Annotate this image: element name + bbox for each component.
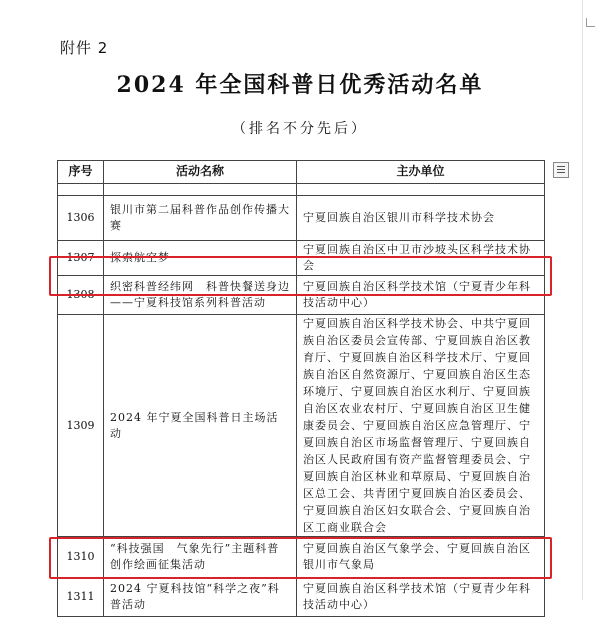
table-header-row <box>58 161 545 184</box>
table-row <box>58 537 545 578</box>
page-subtitle: （排名不分先后） <box>232 121 368 137</box>
row-activity: 2024 宁夏科技馆“科学之夜”科普活动 <box>104 578 297 617</box>
row-organizer: 宁夏回族自治区科学技术馆（宁夏青少年科技活动中心） <box>297 578 545 617</box>
row-activity: 探索航空梦 <box>104 241 297 276</box>
row-activity: 银川市第二届科普作品创作传播大赛 <box>104 196 297 241</box>
row-activity: 2024 年宁夏全国科普日主场活动 <box>104 315 297 537</box>
table-row <box>58 196 545 241</box>
table-row <box>58 241 545 276</box>
row-number: 1311 <box>58 578 104 617</box>
table-row <box>58 315 545 537</box>
table-gap-row <box>58 184 545 196</box>
activity-table <box>57 160 545 617</box>
row-number: 1307 <box>58 241 104 276</box>
page-corner-mark <box>586 18 595 27</box>
header-activity: 活动名称 <box>104 161 297 184</box>
row-organizer: 宁夏回族自治区中卫市沙坡头区科学技术协会 <box>297 241 545 276</box>
row-organizer: 宁夏回族自治区科学技术协会、中共宁夏回族自治区委员会宣传部、宁夏回族自治区教育厅、宁夏回族自治区科学技术厅、宁夏回族自治区自然资源厅、宁夏回族自治区生态环境厅、宁夏回族自治区水利厅、宁夏回族自治区农业农村厅、宁夏回族自治区卫生健康委员会、宁夏回族自治区应急管理厅、宁夏回族自治区市场监督管理厅、宁夏回族自治区人民政府国有资产监督管理委员会、宁夏回族自治区林业和草原局、宁夏回族自治区总工会、共青团宁夏回族自治区委员会、宁夏回族自治区妇女联合会、宁夏回族自治区工商业联合会 <box>297 315 545 537</box>
row-organizer: 宁夏回族自治区气象学会、宁夏回族自治区银川市气象局 <box>297 537 545 578</box>
table-tool-icon[interactable] <box>553 162 569 178</box>
row-number: 1309 <box>58 315 104 537</box>
header-organizer: 主办单位 <box>297 161 545 184</box>
row-activity: “科技强国 气象先行”主题科普创作绘画征集活动 <box>104 537 297 578</box>
row-organizer: 宁夏回族自治区科学技术馆（宁夏青少年科技活动中心） <box>297 276 545 315</box>
attachment-label: 附件 2 <box>60 39 109 57</box>
header-number: 序号 <box>58 161 104 184</box>
row-activity: 织密科普经纬网 科普快餐送身边——宁夏科技馆系列科普活动 <box>104 276 297 315</box>
row-number: 1306 <box>58 196 104 241</box>
table-row <box>58 276 545 315</box>
row-organizer: 宁夏回族自治区银川市科学技术协会 <box>297 196 545 241</box>
page-title: 2024 年全国科普日优秀活动名单 <box>116 72 484 98</box>
row-number: 1310 <box>58 537 104 578</box>
table-row <box>58 578 545 617</box>
row-number: 1308 <box>58 276 104 315</box>
